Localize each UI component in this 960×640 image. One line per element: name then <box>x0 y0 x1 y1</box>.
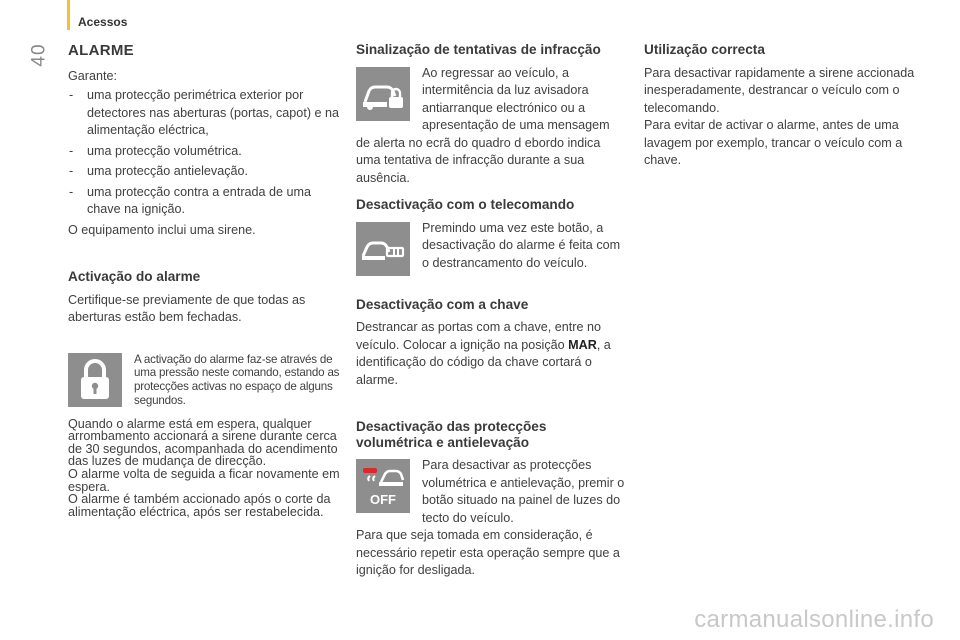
activation-title: Activação do alarme <box>68 269 201 284</box>
activation-text: Certifique-se previamente de que todas as aberturas estão bem fechadas. <box>68 292 306 324</box>
key-text-part: , a identificação do código da chave cortará o alarme. <box>356 337 611 387</box>
column-correct-use <box>644 42 920 170</box>
protect-title: Desactivação das protecções volumétrica e antielevação <box>356 419 547 450</box>
remote-title: Desactivação com o telecomando <box>356 197 575 212</box>
protection-list <box>68 87 344 219</box>
key-title: Desactivação com a chave <box>356 296 529 312</box>
car-off-icon <box>356 459 410 513</box>
siren-note: O equipamento inclui uma sirene. <box>68 222 256 237</box>
off-label: OFF <box>370 492 396 507</box>
column-alarm <box>68 42 344 518</box>
alarm-intro: Garante: <box>68 68 118 83</box>
correct-use-title: Utilização correcta <box>644 42 765 57</box>
watermark: carmanualsonline.info <box>694 606 934 633</box>
correct-use-text: Para desactivar rapidamente a sirene accionada inesperadamente, destrancar o veículo com o telecomando. <box>644 65 915 115</box>
list-item: - uma protecção perimétrica exterior por detectores nas aberturas (portas, capot) e na alimentação eléctrica, <box>68 87 344 140</box>
header-accent-bar <box>67 0 70 30</box>
car-lock-warning-icon <box>356 67 410 121</box>
activation-note-text: A activação do alarme faz-se através de uma pressão neste comando, estando as protecções activas no espaço de alguns segundos. <box>134 352 340 407</box>
list-item: - uma protecção volumétrica. <box>68 143 344 161</box>
section-label: Acessos <box>78 15 128 29</box>
activation-note <box>68 353 344 408</box>
key-text <box>356 319 626 389</box>
column-deactivation <box>356 42 626 580</box>
armed-text: Quando o alarme está em espera, qualquer arrombamento accionará a sirene durante cerca de 30 segundos, acompanhada do acendimento das luzes de mudança de direcção. <box>68 416 338 469</box>
protect-text: Para que seja tomada em consideração, é necessário repetir esta operação sempre que a ignição for desligada. <box>356 528 620 577</box>
intrusion-title: Sinalização de tentativas de infracção <box>356 42 601 57</box>
list-item: - uma protecção contra a entrada de uma chave na ignição. <box>68 184 344 219</box>
alarm-title: ALARME <box>68 42 134 59</box>
intrusion-text: Ao regressar ao veículo, a intermitência da luz avisadora antiarranque electrónico ou a apresentação de uma mensagem de alerta no ecrã do quadro d ebordo indica uma tentativa de infracção durante a sua ausência. <box>356 65 610 185</box>
ignition-position: MAR <box>568 337 597 352</box>
remote-text: Premindo uma vez este botão, a desactivação do alarme é feita com o destrancamento do veículo. <box>422 220 621 270</box>
list-item: - uma protecção antielevação. <box>68 163 344 181</box>
car-key-remote-icon <box>356 222 410 276</box>
page-number: 40 <box>28 43 50 67</box>
armed-text: O alarme é também accionado após o corte da alimentação eléctrica, após ser restabelecida. <box>68 492 331 519</box>
correct-use-text: Para evitar de activar o alarme, antes de uma lavagem por exemplo, trancar o veículo com a chave. <box>644 118 903 167</box>
armed-text: O alarme volta de seguida a ficar novamente em espera. <box>68 467 340 494</box>
protect-text: Para desactivar as protecções volumétrica e antielevação, premir o botão situado na painel de luzes do tecto do veículo. <box>422 458 625 525</box>
key-text-part: Destrancar as portas com a chave, entre no veículo. Colocar a ignição na posição <box>356 320 602 352</box>
lock-icon <box>68 353 122 407</box>
